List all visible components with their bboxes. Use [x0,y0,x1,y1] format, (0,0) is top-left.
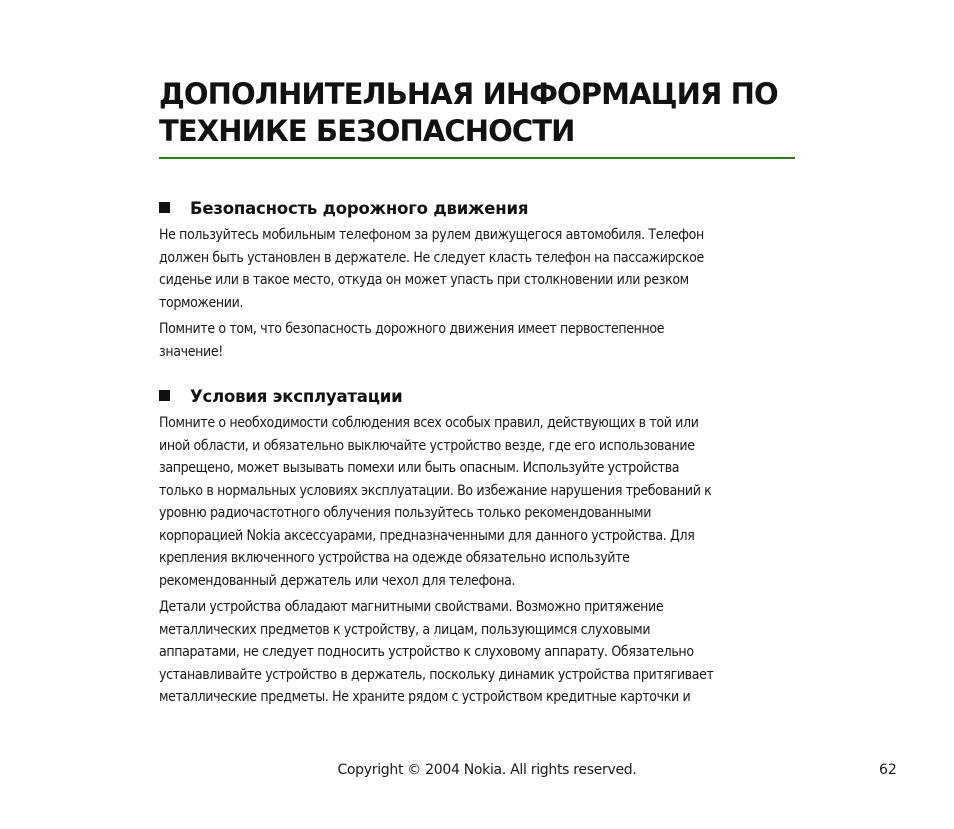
text-line: должен быть установлен в держателе. Не следует класть телефон на пассажирское [159,249,704,266]
footer-copyright: Copyright © 2004 Nokia. All rights reserved. [337,762,637,778]
page-title-line-2: ТЕХНИКЕ БЕЗОПАСНОСТИ [159,114,575,148]
text-line: Не пользуйтесь мобильным телефоном за рулем движущегося автомобиля. Телефон [159,227,704,243]
title-divider [159,157,795,159]
text-line: аппаратами, не следует подносить устройство к слуховому аппарату. Обязательно [159,644,694,660]
page-title-line-1: ДОПОЛНИТЕЛЬНАЯ ИНФОРМАЦИЯ ПО [159,77,778,111]
page-number: 62 [879,762,897,778]
text-line: Помните о том, что безопасность дорожного движения имеет первостепенное [159,321,665,337]
square-bullet-icon [159,202,170,213]
page-title [159,76,795,150]
text-line: металлические предметы. Не храните рядом с устройством кредитные карточки и [159,689,691,705]
section-heading-road-safety [159,199,528,219]
text-line: значение! [159,343,223,360]
section-heading-text: Безопасность дорожного движения [190,199,529,218]
paragraph-operating-environment-1 [159,412,711,592]
text-line: корпорацией Nokia аксессуарами, предназначенными для данного устройства. Для [159,527,695,544]
square-bullet-icon [159,390,170,401]
text-line: запрещено, может вызывать помехи или быть опасным. Используйте устройства [159,460,680,476]
paragraph-operating-environment-2 [159,596,714,709]
paragraph-road-safety-2 [159,318,664,363]
text-line: уровню радиочастотного облучения пользуйтесь только рекомендованными [159,505,652,521]
text-line: устанавливайте устройство в держатель, поскольку динамик устройства притягивает [159,666,714,683]
section-heading-text: Условия эксплуатации [190,387,403,406]
text-line: Детали устройства обладают магнитными свойствами. Возможно притяжение [159,599,664,615]
text-line: сиденье или в такое место, откуда он может упасть при столкновении или резком [159,272,689,288]
text-line: торможении. [159,294,244,311]
paragraph-road-safety-1 [159,224,704,314]
text-line: Помните о необходимости соблюдения всех особых правил, действующих в той или [159,415,699,431]
text-line: крепления включенного устройства на одежде обязательно используйте [159,550,630,566]
text-line: иной области, и обязательно выключайте устройство везде, где его использование [159,437,695,454]
section-heading-operating-environment [159,387,402,407]
text-line: только в нормальных условиях эксплуатации. Во избежание нарушения требований к [159,482,712,499]
text-line: рекомендованный держатель или чехол для телефона. [159,572,516,589]
text-line: металлических предметов к устройству, а лицам, пользующимся слуховыми [159,621,651,638]
